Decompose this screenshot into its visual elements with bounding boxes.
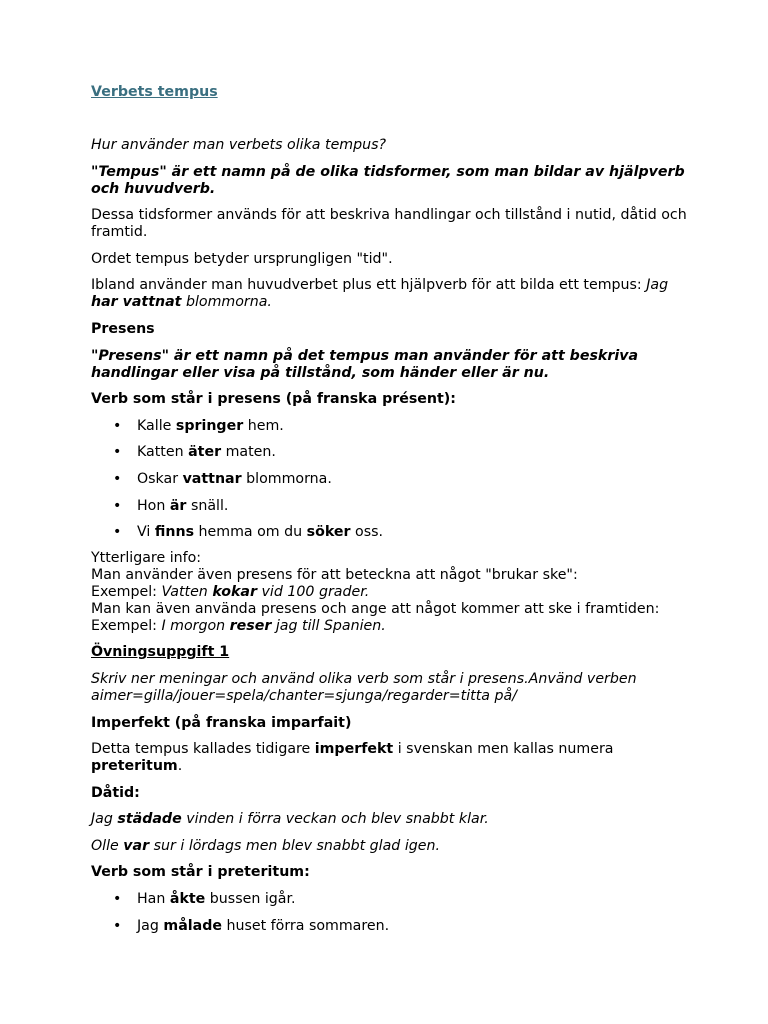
exercise1-text: Skriv ner meningar och använd olika verb som står i presens.Använd verben aimer=gilla/jouer=spela/chanter=sjunga/regarder=titta på/ (91, 670, 637, 704)
preteritum-example-list (91, 891, 691, 935)
example-post: maten. (221, 444, 276, 461)
imperfekt-heading: Imperfekt (på franska imparfait) (91, 714, 352, 731)
example-pre: Oskar (137, 470, 183, 487)
datid-example1 (91, 811, 691, 828)
datid-example2 (91, 838, 691, 855)
example-post: hem. (243, 417, 284, 434)
example-verb: är (169, 497, 187, 514)
preteritum-heading: Verb som står i preteritum: (91, 864, 310, 881)
example-verb: vattnar (182, 470, 242, 487)
document-body (91, 137, 691, 944)
list-item (137, 471, 691, 488)
more-info-line2: Man kan även använda presens och ange att något kommer att ske i framtiden: (91, 600, 660, 617)
datid-example-post: vinden i förra veckan och blev snabbt klar. (181, 811, 489, 828)
more-info-example1-verb: kokar (212, 583, 257, 600)
list-item (137, 418, 691, 435)
example-post: huset förra sommaren. (221, 917, 390, 934)
example-pre: Jag (137, 917, 164, 934)
example-verb: åkte (169, 891, 206, 908)
more-info-label: Ytterligare info: (91, 549, 202, 566)
intro-definition: "Tempus" är ett namn på de olika tidsformer, som man bildar av hjälpverb och huvudverb. (91, 163, 685, 197)
list-item (137, 524, 691, 541)
more-info-example2-post: jag till Spanien. (271, 617, 386, 634)
intro-auxiliary (91, 277, 691, 311)
datid-example-post: sur i lördags men blev snabbt glad igen. (149, 837, 441, 854)
datid-example-pre: Jag (91, 811, 118, 828)
datid-example-verb: var (123, 837, 150, 854)
more-info-example1-label: Exempel: (91, 583, 162, 600)
datid-example-verb: städade (117, 811, 182, 828)
imperfekt-term: imperfekt (314, 741, 394, 758)
presens-more-info (91, 550, 691, 635)
presens-verbs-heading: Verb som står i presens (på franska présent): (91, 391, 456, 408)
datid-heading: Dåtid: (91, 784, 140, 801)
more-info-example2-pre: I morgon (161, 617, 230, 634)
example-verb: söker (306, 524, 351, 541)
imperfekt-text-pre: Detta tempus kallades tidigare (91, 741, 315, 758)
example-verb: finns (154, 524, 195, 541)
list-item (137, 918, 691, 935)
example-mid: hemma om du (194, 524, 307, 541)
example-pre: Vi (137, 524, 155, 541)
auxiliary-example-post: blommorna. (181, 294, 272, 311)
datid-example-pre: Olle (91, 837, 124, 854)
intro-meaning: Ordet tempus betyder ursprungligen "tid". (91, 250, 393, 267)
example-verb: äter (188, 444, 222, 461)
more-info-line1: Man använder även presens för att beteckna att något "brukar ske": (91, 566, 578, 583)
page-title: Verbets tempus (91, 84, 218, 100)
auxiliary-text: Ibland använder man huvudverbet plus ett hjälpverb för att bilda ett tempus: (91, 277, 647, 294)
auxiliary-example-pre: Jag (646, 277, 669, 294)
example-pre: Hon (137, 497, 170, 514)
example-post: snäll. (186, 497, 229, 514)
intro-question: Hur använder man verbets olika tempus? (91, 137, 387, 153)
imperfekt-text-mid: i svenskan men kallas numera (393, 741, 614, 758)
example-pre: Kalle (137, 417, 176, 434)
imperfekt-text (91, 741, 691, 775)
auxiliary-example-verb: har vattnat (91, 294, 182, 311)
intro-usage: Dessa tidsformer används för att beskriva handlingar och tillstånd i nutid, dåtid och framtid. (91, 207, 687, 241)
more-info-example2-verb: reser (229, 617, 272, 634)
example-pre: Katten (137, 444, 189, 461)
example-post: blommorna. (241, 470, 332, 487)
list-item (137, 444, 691, 461)
example-verb: springer (175, 417, 244, 434)
list-item (137, 891, 691, 908)
list-item (137, 498, 691, 515)
presens-definition: "Presens" är ett namn på det tempus man använder för att beskriva handlingar eller visa på tillstånd, som händer eller är nu. (91, 347, 639, 381)
example-post: oss. (350, 524, 383, 541)
example-post: bussen igår. (205, 891, 296, 908)
imperfekt-text-post: . (177, 758, 183, 775)
preteritum-term: preteritum (91, 758, 178, 775)
exercise1-heading: Övningsuppgift 1 (91, 644, 230, 661)
more-info-example1-post: vid 100 grader. (257, 583, 370, 600)
presens-heading: Presens (91, 320, 155, 337)
more-info-example1-pre: Vatten (161, 583, 213, 600)
example-pre: Han (137, 891, 170, 908)
more-info-example2-label: Exempel: (91, 617, 162, 634)
presens-example-list (91, 418, 691, 541)
example-verb: målade (163, 917, 222, 934)
